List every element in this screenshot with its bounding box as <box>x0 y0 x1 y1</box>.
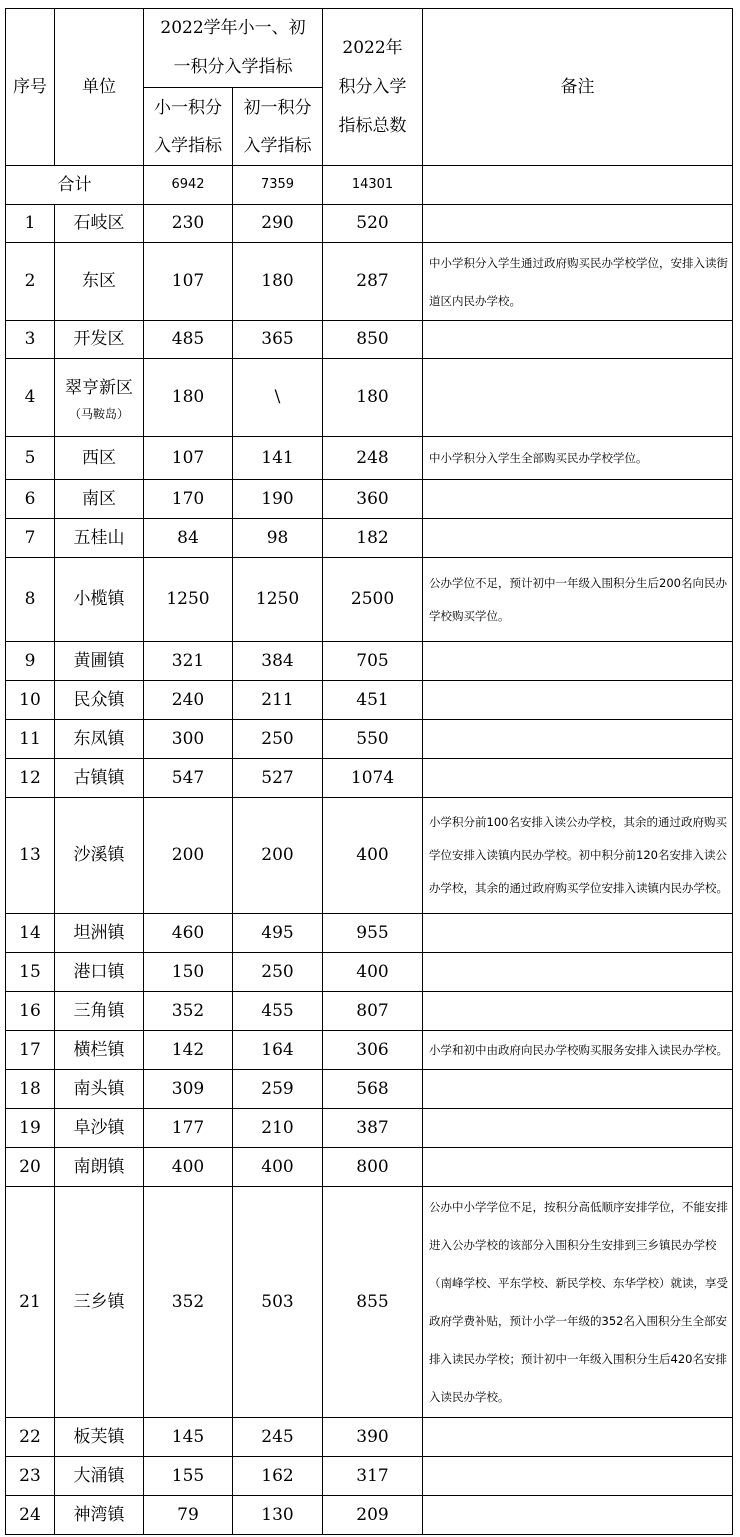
row-unit: 坦洲镇 <box>55 914 144 953</box>
row-unit: 南区 <box>55 480 144 519</box>
row-total: 400 <box>323 798 423 914</box>
row-junior: 210 <box>233 1109 323 1148</box>
row-remark <box>423 1070 733 1109</box>
table-row <box>6 321 733 359</box>
row-primary: 145 <box>144 1418 233 1457</box>
row-remark: 公办学位不足，预计初中一年级入围积分生后200名向民办学校购买学位。 <box>423 558 733 642</box>
row-seq: 24 <box>6 1496 55 1535</box>
row-unit: 南朗镇 <box>55 1148 144 1187</box>
header-remark: 备注 <box>423 9 733 166</box>
table-row <box>6 798 733 914</box>
total-label: 合计 <box>6 166 144 205</box>
row-remark: 小学积分前100名安排入读公办学校，其余的通过政府购买学位安排入读镇内民办学校。初中积分前120名安排入读公办学校，其余的通过政府购买学位安排入读镇内民办学校。 <box>423 798 733 914</box>
row-primary: 1250 <box>144 558 233 642</box>
row-remark <box>423 720 733 759</box>
row-total: 520 <box>323 205 423 243</box>
table-row <box>6 642 733 681</box>
total-sum: 14301 <box>323 166 423 205</box>
row-primary: 79 <box>144 1496 233 1535</box>
total-primary: 6942 <box>144 166 233 205</box>
row-total: 317 <box>323 1457 423 1496</box>
row-junior: 245 <box>233 1418 323 1457</box>
header-junior: 初一积分入学指标 <box>233 88 323 166</box>
row-primary: 180 <box>144 359 233 437</box>
row-remark <box>423 953 733 992</box>
row-total: 306 <box>323 1031 423 1070</box>
row-junior: 141 <box>233 437 323 480</box>
table-row <box>6 1031 733 1070</box>
row-total: 180 <box>323 359 423 437</box>
row-junior: 162 <box>233 1457 323 1496</box>
row-total: 451 <box>323 681 423 720</box>
row-unit: 阜沙镇 <box>55 1109 144 1148</box>
header-primary: 小一积分入学指标 <box>144 88 233 166</box>
row-primary: 240 <box>144 681 233 720</box>
row-junior: 1250 <box>233 558 323 642</box>
row-primary: 150 <box>144 953 233 992</box>
row-unit: 三角镇 <box>55 992 144 1031</box>
row-unit: 南头镇 <box>55 1070 144 1109</box>
table-row <box>6 359 733 437</box>
row-junior: 503 <box>233 1187 323 1418</box>
row-unit: 横栏镇 <box>55 1031 144 1070</box>
row-unit: 大涌镇 <box>55 1457 144 1496</box>
header-seq: 序号 <box>6 9 55 166</box>
row-remark <box>423 321 733 359</box>
row-junior: 455 <box>233 992 323 1031</box>
table-row <box>6 205 733 243</box>
row-primary: 352 <box>144 1187 233 1418</box>
table-row <box>6 558 733 642</box>
row-junior: 250 <box>233 720 323 759</box>
row-seq: 5 <box>6 437 55 480</box>
table-row <box>6 953 733 992</box>
row-remark <box>423 1496 733 1535</box>
row-primary: 200 <box>144 798 233 914</box>
row-unit: 古镇镇 <box>55 759 144 798</box>
total-row <box>6 166 733 205</box>
row-remark <box>423 681 733 720</box>
row-unit: 西区 <box>55 437 144 480</box>
row-unit: 三乡镇 <box>55 1187 144 1418</box>
row-total: 390 <box>323 1418 423 1457</box>
row-primary: 352 <box>144 992 233 1031</box>
row-remark <box>423 359 733 437</box>
row-junior: \ <box>233 359 323 437</box>
row-seq: 22 <box>6 1418 55 1457</box>
row-primary: 321 <box>144 642 233 681</box>
row-unit: 东区 <box>55 243 144 321</box>
row-remark <box>423 205 733 243</box>
row-seq: 9 <box>6 642 55 681</box>
row-unit: 黄圃镇 <box>55 642 144 681</box>
row-unit-name: 翠亨新区 <box>65 377 133 398</box>
row-junior: 384 <box>233 642 323 681</box>
row-unit: 神湾镇 <box>55 1496 144 1535</box>
row-seq: 18 <box>6 1070 55 1109</box>
row-junior: 495 <box>233 914 323 953</box>
row-primary: 300 <box>144 720 233 759</box>
row-unit: 小榄镇 <box>55 558 144 642</box>
row-seq: 10 <box>6 681 55 720</box>
row-primary: 400 <box>144 1148 233 1187</box>
row-total: 182 <box>323 519 423 558</box>
row-junior: 259 <box>233 1070 323 1109</box>
table-row <box>6 1418 733 1457</box>
table-row <box>6 480 733 519</box>
row-seq: 21 <box>6 1187 55 1418</box>
row-unit: 五桂山 <box>55 519 144 558</box>
row-junior: 180 <box>233 243 323 321</box>
table-row <box>6 1187 733 1418</box>
row-total: 800 <box>323 1148 423 1187</box>
table-row <box>6 1457 733 1496</box>
row-remark: 小学和初中由政府向民办学校购买服务安排入读民办学校。 <box>423 1031 733 1070</box>
row-seq: 20 <box>6 1148 55 1187</box>
table-row <box>6 243 733 321</box>
row-remark <box>423 1148 733 1187</box>
row-seq: 17 <box>6 1031 55 1070</box>
table-row <box>6 1496 733 1535</box>
row-junior: 130 <box>233 1496 323 1535</box>
row-primary: 547 <box>144 759 233 798</box>
row-total: 360 <box>323 480 423 519</box>
row-unit: 板芙镇 <box>55 1418 144 1457</box>
row-junior: 190 <box>233 480 323 519</box>
row-total: 550 <box>323 720 423 759</box>
row-remark <box>423 914 733 953</box>
table-row <box>6 1109 733 1148</box>
row-remark <box>423 992 733 1031</box>
row-unit: 港口镇 <box>55 953 144 992</box>
table-row <box>6 437 733 480</box>
row-total: 1074 <box>323 759 423 798</box>
row-seq: 23 <box>6 1457 55 1496</box>
row-unit: 民众镇 <box>55 681 144 720</box>
row-unit: 开发区 <box>55 321 144 359</box>
quota-table-wrapper <box>5 8 732 1535</box>
row-unit <box>55 359 144 437</box>
row-junior: 250 <box>233 953 323 992</box>
row-primary: 177 <box>144 1109 233 1148</box>
row-seq: 7 <box>6 519 55 558</box>
header-group: 2022学年小一、初一积分入学指标 <box>144 9 323 88</box>
row-junior: 164 <box>233 1031 323 1070</box>
row-unit: 东凤镇 <box>55 720 144 759</box>
row-total: 955 <box>323 914 423 953</box>
row-total: 850 <box>323 321 423 359</box>
row-remark: 公办中小学学位不足，按积分高低顺序安排学位，不能安排进入公办学校的该部分入围积分生安排到三乡镇民办学校（南峰学校、平东学校、新民学校、东华学校）就读，享受政府学费补贴，预计小学一年级的352名入围积分生全部安排入读民办学校；预计初中一年级入围积分生后420名安排入读民办学校。 <box>423 1187 733 1418</box>
row-total: 387 <box>323 1109 423 1148</box>
row-total: 209 <box>323 1496 423 1535</box>
total-remark <box>423 166 733 205</box>
table-row <box>6 720 733 759</box>
row-total: 287 <box>323 243 423 321</box>
row-junior: 527 <box>233 759 323 798</box>
row-junior: 290 <box>233 205 323 243</box>
row-primary: 155 <box>144 1457 233 1496</box>
row-junior: 98 <box>233 519 323 558</box>
table-row <box>6 759 733 798</box>
row-total: 400 <box>323 953 423 992</box>
row-total: 248 <box>323 437 423 480</box>
row-unit: 石岐区 <box>55 205 144 243</box>
row-seq: 1 <box>6 205 55 243</box>
row-primary: 84 <box>144 519 233 558</box>
row-seq: 13 <box>6 798 55 914</box>
row-primary: 460 <box>144 914 233 953</box>
row-primary: 107 <box>144 437 233 480</box>
table-row <box>6 681 733 720</box>
row-seq: 2 <box>6 243 55 321</box>
row-remark <box>423 642 733 681</box>
row-primary: 142 <box>144 1031 233 1070</box>
table-row <box>6 519 733 558</box>
row-primary: 170 <box>144 480 233 519</box>
row-seq: 12 <box>6 759 55 798</box>
row-primary: 309 <box>144 1070 233 1109</box>
table-row <box>6 1070 733 1109</box>
row-junior: 400 <box>233 1148 323 1187</box>
row-total: 568 <box>323 1070 423 1109</box>
row-total: 2500 <box>323 558 423 642</box>
row-remark <box>423 519 733 558</box>
row-unit-subname: （马鞍岛） <box>68 406 129 421</box>
row-remark <box>423 1109 733 1148</box>
row-seq: 11 <box>6 720 55 759</box>
row-primary: 485 <box>144 321 233 359</box>
row-junior: 365 <box>233 321 323 359</box>
quota-table <box>5 8 733 1535</box>
row-total: 855 <box>323 1187 423 1418</box>
row-remark: 中小学积分入学生通过政府购买民办学校学位，安排入读街道区内民办学校。 <box>423 243 733 321</box>
row-seq: 14 <box>6 914 55 953</box>
row-seq: 16 <box>6 992 55 1031</box>
row-seq: 6 <box>6 480 55 519</box>
row-remark <box>423 1418 733 1457</box>
row-junior: 211 <box>233 681 323 720</box>
row-total: 807 <box>323 992 423 1031</box>
row-primary: 230 <box>144 205 233 243</box>
row-remark <box>423 759 733 798</box>
total-junior: 7359 <box>233 166 323 205</box>
row-primary: 107 <box>144 243 233 321</box>
row-seq: 3 <box>6 321 55 359</box>
row-total: 705 <box>323 642 423 681</box>
header-total: 2022年积分入学指标总数 <box>323 9 423 166</box>
row-remark: 中小学积分入学生全部购买民办学校学位。 <box>423 437 733 480</box>
row-unit: 沙溪镇 <box>55 798 144 914</box>
row-seq: 15 <box>6 953 55 992</box>
row-seq: 4 <box>6 359 55 437</box>
table-row <box>6 914 733 953</box>
table-row <box>6 992 733 1031</box>
row-remark <box>423 480 733 519</box>
header-unit: 单位 <box>55 9 144 166</box>
row-remark <box>423 1457 733 1496</box>
row-seq: 19 <box>6 1109 55 1148</box>
row-seq: 8 <box>6 558 55 642</box>
table-row <box>6 1148 733 1187</box>
row-junior: 200 <box>233 798 323 914</box>
